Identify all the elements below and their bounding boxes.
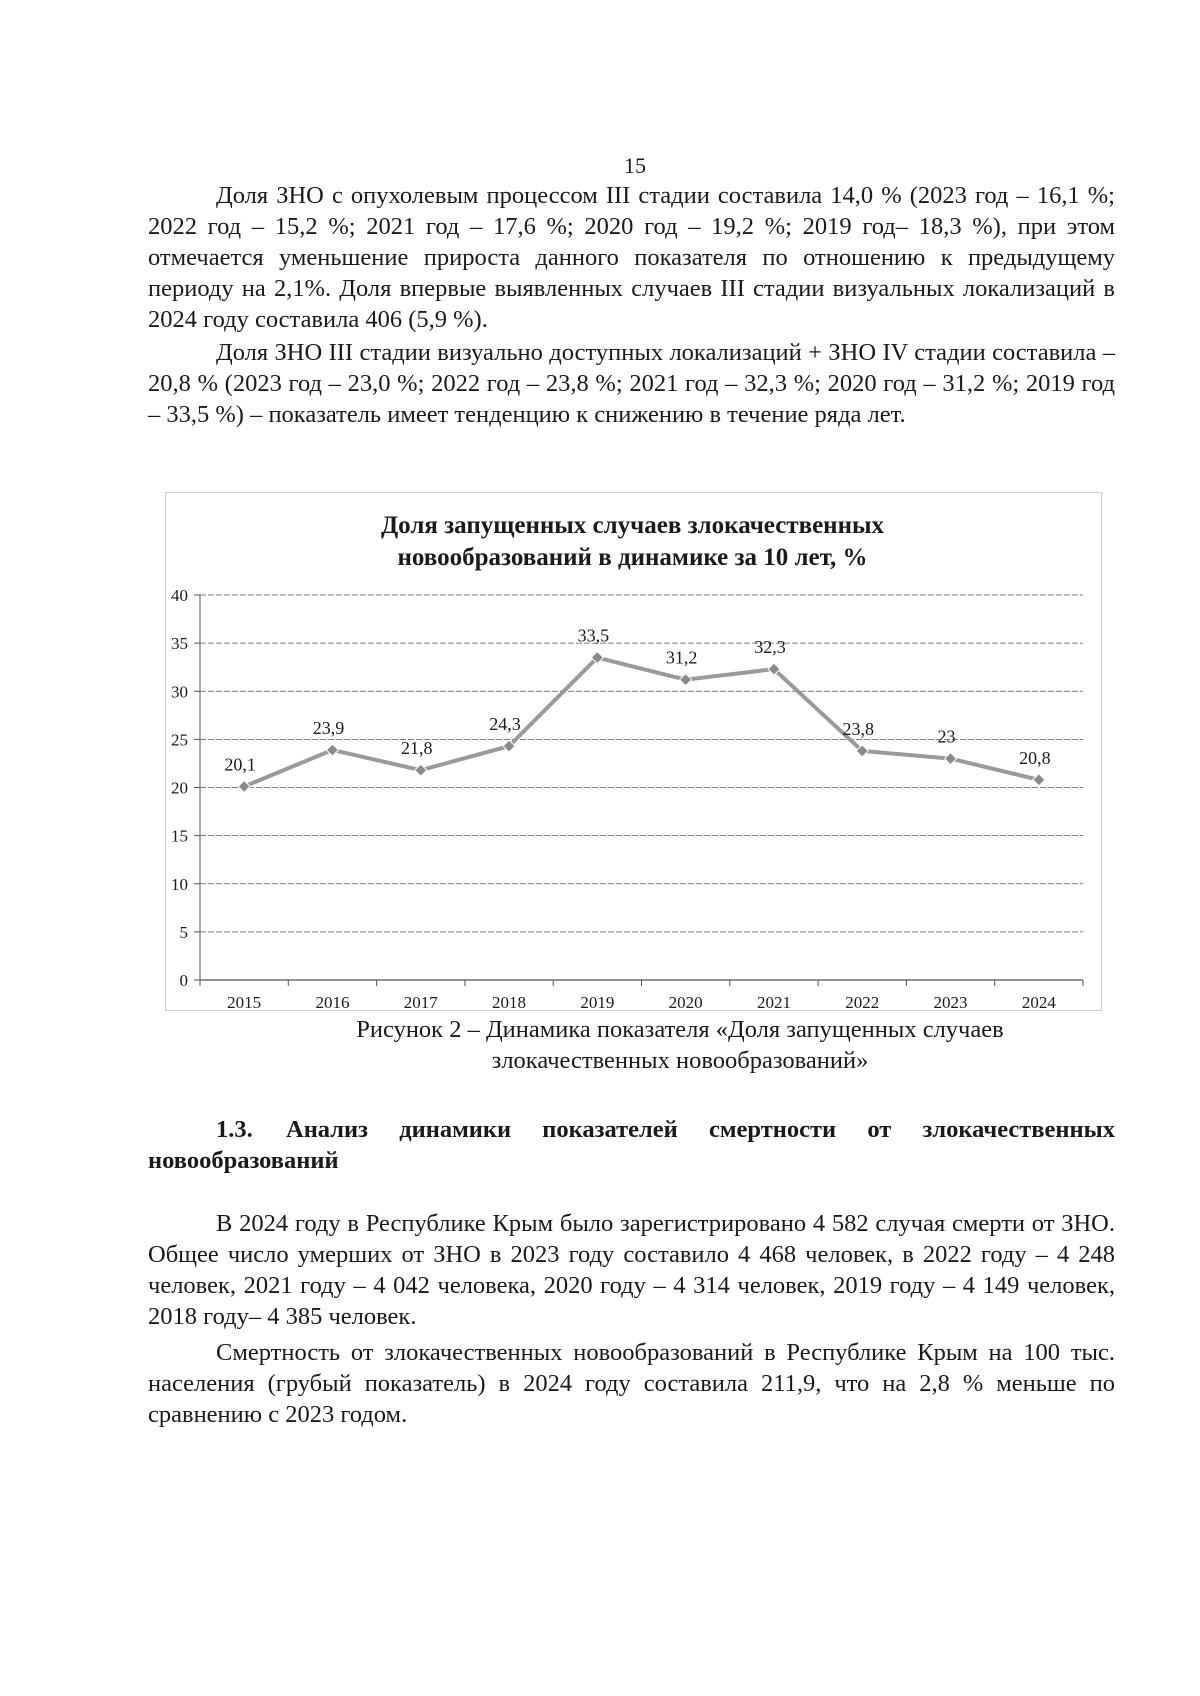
data-point xyxy=(326,744,338,756)
section-title: Анализ динамики показателей смертности от злокачественных новообразований xyxy=(148,1116,1115,1174)
figure-caption xyxy=(230,1014,1130,1076)
x-tick-label: 2019 xyxy=(580,993,615,1010)
data-label: 31,2 xyxy=(665,647,698,668)
data-label: 20,8 xyxy=(1019,747,1051,768)
paragraph-deaths-count: В 2024 году в Республике Крым было зарегистрировано 4 582 случая смерти от ЗНО. Общее число умерших от ЗНО в 2023 году составило 4 468 человек, в 2022 году – 4 248 человек, 2021 году – 4 042 человека, 2020 году – 4 314 человек, 2019 году – 4 149 человек, 2018 году– 4 385 человек. xyxy=(148,1210,1115,1330)
chart-title xyxy=(165,510,1100,574)
x-tick-label: 2020 xyxy=(668,993,703,1010)
x-tick-label: 2017 xyxy=(403,993,438,1010)
data-label: 33,5 xyxy=(577,625,610,646)
line-chart xyxy=(165,580,1100,1010)
data-label: 23,8 xyxy=(842,718,874,739)
chart-title-line2: новообразований в динамике за 10 лет, % xyxy=(397,544,868,571)
data-label: 20,1 xyxy=(224,754,256,775)
paragraph-stage3-share: Доля ЗНО с опухолевым процессом III стадии составила 14,0 % (2023 год – 16,1 %; 2022 год – 15,2 %; 2021 год – 17,6 %; 2020 год – 19,2 %; 2019 год– 18,3 %), при этом отмечается уменьшение прироста данного показателя по отношению к предыдущему периоду на 2,1%. Доля впервые выявленных случаев III стадии визуальных локализаций в 2024 году составила 406 (5,9 %). xyxy=(148,182,1115,333)
x-tick-label: 2016 xyxy=(315,993,350,1010)
x-tick-label: 2023 xyxy=(933,993,968,1010)
y-tick-label: 5 xyxy=(179,922,188,942)
paragraph-mortality-rate: Смертность от злокачественных новообразований в Республике Крым на 100 тыс. населения (грубый показатель) в 2024 году составила 211,9, что на 2,8 % меньше по сравнению с 2023 годом. xyxy=(148,1339,1115,1428)
x-tick-label: 2018 xyxy=(492,993,527,1010)
y-tick-label: 25 xyxy=(171,730,188,750)
x-tick-label: 2015 xyxy=(227,993,262,1010)
figure-caption-line2: злокачественных новообразований» xyxy=(491,1047,869,1074)
data-label: 24,3 xyxy=(489,714,521,735)
x-tick-label: 2021 xyxy=(756,993,791,1010)
data-point xyxy=(680,674,692,686)
y-tick-label: 15 xyxy=(171,826,188,846)
figure-caption-line1: Рисунок 2 – Динамика показателя «Доля запущенных случаев xyxy=(356,1016,1004,1043)
y-tick-label: 10 xyxy=(171,874,188,894)
y-tick-label: 35 xyxy=(171,634,188,654)
data-label: 23,9 xyxy=(312,717,345,738)
y-tick-label: 40 xyxy=(171,586,188,605)
data-point xyxy=(238,781,250,793)
x-tick-label: 2022 xyxy=(845,993,880,1010)
y-tick-label: 0 xyxy=(179,971,188,990)
paragraph-advanced-share: Доля ЗНО III стадии визуально доступных локализаций + ЗНО IV стадии составила – 20,8 % (2023 год – 23,0 %; 2022 год – 23,8 %; 2021 год – 32,3 %; 2020 год – 31,2 %; 2019 год – 33,5 %) – показатель имеет тенденцию к снижению в течение ряда лет. xyxy=(148,339,1115,428)
data-point xyxy=(415,764,427,776)
x-tick-label: 2024 xyxy=(1021,993,1056,1010)
data-label: 21,8 xyxy=(401,738,433,759)
data-label: 23 xyxy=(937,726,956,747)
page-number: 15 xyxy=(624,153,646,178)
data-label: 32,3 xyxy=(754,637,786,658)
data-point xyxy=(945,753,957,765)
series-line xyxy=(244,658,1039,787)
data-point xyxy=(1033,774,1045,786)
y-tick-label: 20 xyxy=(171,778,188,798)
section-heading xyxy=(148,1114,1115,1176)
y-tick-label: 30 xyxy=(171,682,188,702)
section-number: 1.3. xyxy=(216,1116,253,1143)
chart-title-line1: Доля запущенных случаев злокачественных xyxy=(380,512,885,539)
